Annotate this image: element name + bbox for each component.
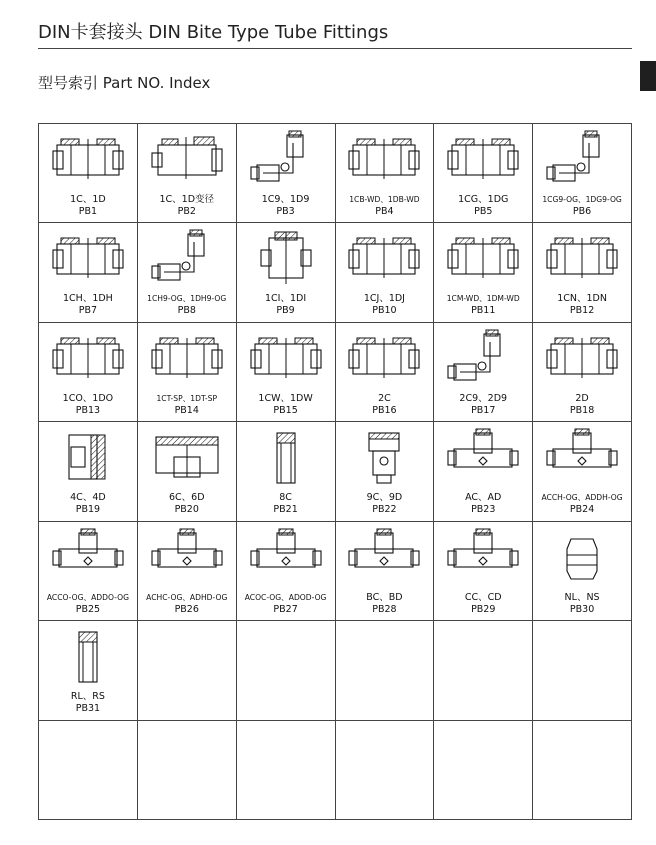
fitting-cell [434,422,533,521]
fitting-name: ACCH-OG、ADDH-OG [541,493,623,503]
fitting-name: 2C9、2D9 [459,392,508,404]
fitting-label [138,393,236,417]
fitting-label [39,691,137,715]
fitting-cell [237,124,336,223]
fitting-name: AC、AD [465,492,502,504]
fitting-name: 2D [575,392,589,404]
fitting-label [434,194,532,218]
fitting-code: PB8 [177,305,196,317]
fitting-cell [237,422,336,521]
empty-cell [237,621,336,720]
empty-cell [434,721,533,820]
fitting-code: PB31 [75,703,101,715]
fitting-name: 1CH9-OG、1DH9-OG [147,294,227,304]
fitting-name: 2C [378,392,391,404]
fitting-cell [138,223,237,322]
fitting-cell [237,522,336,621]
fitting-code: PB30 [569,603,595,615]
fitting-name: ACOC-OG、ADOD-OG [244,592,327,602]
fitting-name: 6C、6D [168,492,205,504]
fitting-cell [533,124,632,223]
fitting-label [138,492,236,516]
fitting-name: 1CJ、1DJ [363,293,405,305]
fitting-label [533,592,631,616]
fitting-code: PB25 [75,603,101,615]
fitting-label [138,293,236,317]
fitting-label [533,492,631,516]
fitting-code: PB21 [273,504,298,516]
fitting-label [237,293,335,317]
fitting-cell [138,422,237,521]
fitting-label [434,592,532,616]
fitting-name: NL、NS [564,591,600,603]
fitting-code: PB11 [471,305,496,317]
empty-cell [138,721,237,820]
fitting-cell [39,124,138,223]
fitting-cell [533,223,632,322]
fitting-label [39,592,137,616]
fitting-label [237,592,335,616]
fitting-cell [434,124,533,223]
fitting-code: PB6 [572,206,592,217]
fitting-name: 1CW、1DW [258,392,313,404]
fitting-name: 1CN、1DN [557,293,607,305]
fitting-cell [533,522,632,621]
fitting-label [39,492,137,516]
fitting-label [336,293,434,317]
fitting-name: 1CI、1DI [265,293,307,305]
fitting-label [533,194,631,218]
fitting-code: PB3 [276,206,295,217]
fitting-label [336,194,434,218]
fitting-label [237,492,335,516]
fitting-code: PB2 [177,206,196,217]
fitting-code: PB15 [273,404,298,416]
fitting-code: PB7 [78,305,98,317]
fitting-name: 1CB-WD、1DB-WD [349,195,420,204]
fitting-code: PB20 [174,504,199,516]
fitting-cell [533,422,632,521]
fitting-label [533,393,631,417]
fitting-name: ACHC-OG、ADHD-OG [146,592,228,602]
fitting-cell [434,323,533,422]
fitting-label [138,194,236,218]
fitting-label [336,393,434,417]
fitting-name: 1CG、1DG [458,194,509,205]
fitting-code: PB29 [471,603,496,615]
fitting-cell [39,422,138,521]
fitting-code: PB19 [75,504,101,516]
fitting-code: PB22 [372,504,397,516]
fitting-cell [336,522,435,621]
fitting-label [336,492,434,516]
fitting-label [138,592,236,616]
fitting-code: PB14 [174,404,199,416]
fitting-name: 1CH、1DH [63,293,113,305]
fitting-label [336,592,434,616]
title-divider [38,48,632,49]
fitting-name: 1CO、1DO [62,392,114,404]
page-title: DIN卡套接头 DIN Bite Type Tube Fittings [38,22,389,43]
fitting-name: 1CG9-OG、1DG9-OG [542,195,622,204]
fitting-code: PB26 [174,603,199,615]
fitting-label [39,293,137,317]
fitting-code: PB27 [273,603,298,615]
fitting-label [237,194,335,218]
section-subtitle: 型号索引 Part NO. Index [38,74,211,92]
fitting-code: PB12 [569,305,595,317]
fitting-name: 4C、4D [70,492,106,504]
fitting-name: RL、RS [70,691,105,703]
fitting-cell [434,522,533,621]
fitting-name: ACCO-OG、ADDO-OG [46,592,129,602]
empty-cell [336,721,435,820]
fitting-name: BC、BD [366,591,403,603]
fitting-name: 1C、1D [70,194,106,205]
fitting-code: PB13 [75,404,101,416]
fitting-code: PB9 [276,305,295,317]
fitting-label [533,293,631,317]
fitting-name: 1CT-SP、1DT-SP [156,393,218,403]
section-tab-marker [640,61,656,91]
fitting-cell [39,621,138,720]
fitting-code: PB28 [372,603,397,615]
fitting-label [434,293,532,317]
fitting-name: 8C [279,492,292,504]
fitting-code: PB4 [375,206,394,217]
empty-cell [237,721,336,820]
fitting-code: PB16 [372,404,397,416]
fitting-name: CC、CD [464,591,502,603]
fitting-cell [336,124,435,223]
empty-cell [336,621,435,720]
empty-cell [533,721,632,820]
fitting-code: PB10 [372,305,397,317]
fitting-label [39,393,137,417]
fitting-cell [533,323,632,422]
fitting-name: 1CM-WD、1DM-WD [446,294,520,304]
fitting-cell [39,223,138,322]
fitting-cell [336,422,435,521]
fitting-name: 1C9、1D9 [261,194,310,205]
fitting-cell [237,323,336,422]
empty-cell [434,621,533,720]
fitting-cell [138,323,237,422]
fitting-code: PB18 [569,404,595,416]
fitting-label [434,492,532,516]
fitting-name: 9C、9D [366,492,403,504]
fitting-cell [336,323,435,422]
part-index-table [38,123,632,820]
fitting-cell [138,124,237,223]
fitting-code: PB24 [569,504,595,516]
fitting-label [434,393,532,417]
empty-cell [39,721,138,820]
fitting-code: PB23 [471,504,496,516]
fitting-label [237,393,335,417]
fitting-cell [434,223,533,322]
fitting-code: PB1 [78,206,98,217]
fitting-name: 1C、1D变径 [159,194,215,205]
fitting-cell [138,522,237,621]
fitting-cell [39,522,138,621]
fitting-cell [39,323,138,422]
empty-cell [533,621,632,720]
fitting-cell [336,223,435,322]
fitting-label [39,194,137,218]
fitting-code: PB17 [471,404,496,416]
fitting-code: PB5 [474,206,493,217]
fitting-cell [237,223,336,322]
empty-cell [138,621,237,720]
